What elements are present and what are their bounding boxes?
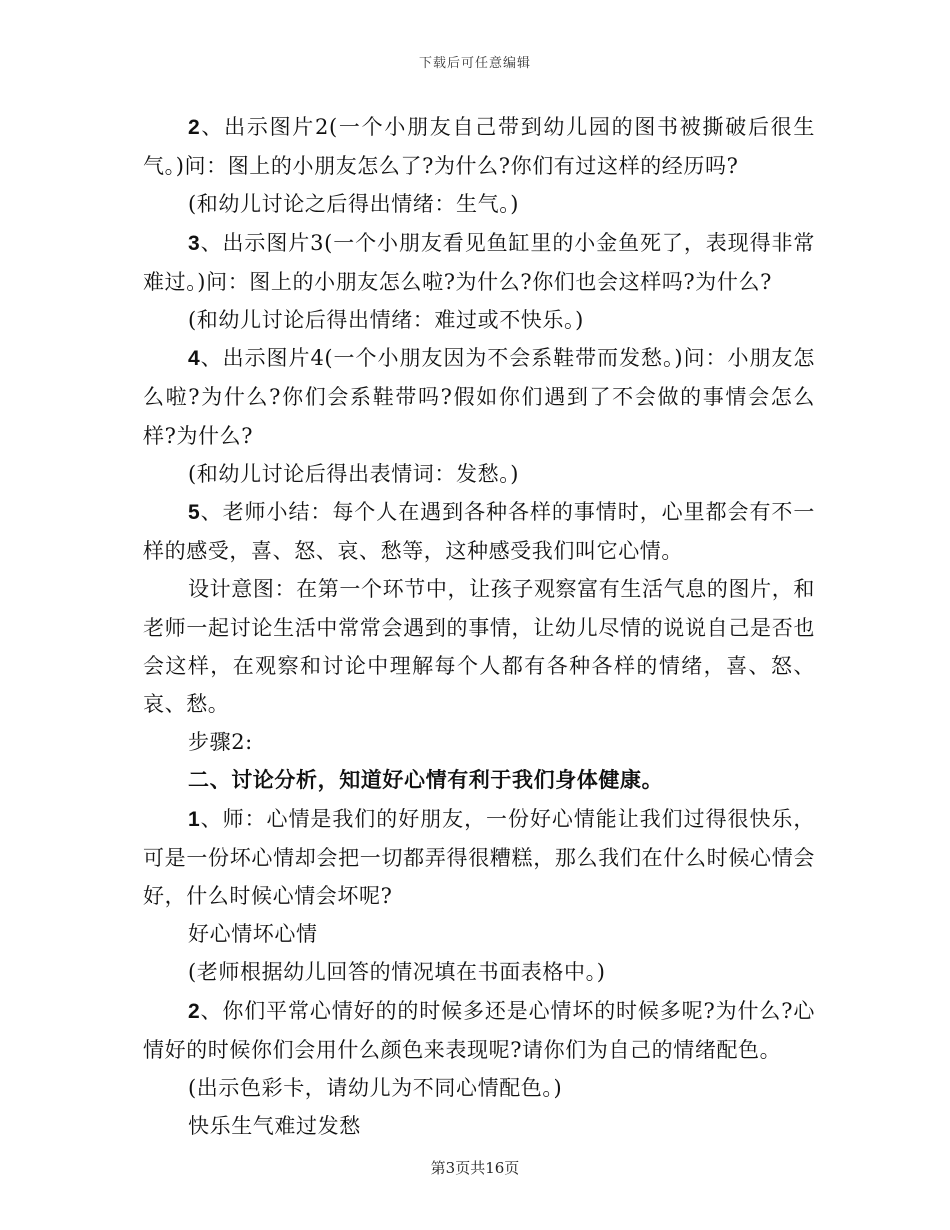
paragraph-text: (和幼儿讨论之后得出情绪：生气。)	[188, 192, 520, 217]
paragraph-text: 、老师小结：每个人在遇到各种各样的事情时，心里都会有不一样的感受，喜、怒、哀、愁等，这种感受我们叫它心情。	[143, 500, 815, 564]
paragraph-text: (老师根据幼儿回答的情况填在书面表格中。)	[188, 960, 606, 985]
paragraph-design-intent	[143, 570, 815, 723]
paragraph-text: (出示色彩卡，请幼儿为不同心情配色。)	[188, 1076, 563, 1101]
paragraph-step-2	[143, 108, 815, 185]
paragraph-emotion-labels	[143, 1107, 815, 1145]
section-heading	[143, 761, 815, 799]
paragraph-table-labels	[143, 915, 815, 953]
list-number: 1	[188, 807, 201, 831]
paragraph-step-label	[143, 723, 815, 761]
paragraph-step-2b	[143, 992, 815, 1069]
list-number: 2	[188, 999, 201, 1023]
paragraph-text: 快乐生气难过发愁	[188, 1114, 361, 1139]
paragraph-text: 、你们平常心情好的的时候多还是心情坏的时候多呢?为什么?心情好的时候你们会用什么颜色来表现呢?请你们为自己的情绪配色。	[143, 998, 815, 1062]
paragraph-text: 设计意图：在第一个环节中，让孩子观察富有生活气息的图片，和老师一起讨论生活中常常会遇到的事情，让幼儿尽情的说说自己是否也会这样，在观察和讨论中理解每个人都有各种各样的情绪，喜、怒、哀、愁。	[143, 577, 815, 717]
paragraph-step-1	[143, 800, 815, 916]
paragraph-text: 好心情坏心情	[188, 922, 318, 947]
paragraph-note	[143, 301, 815, 339]
paragraph-text: 、出示图片4(一个小朋友因为不会系鞋带而发愁。)问：小朋友怎么啦?为什么?你们会系鞋带吗?假如你们遇到了不会做的事情会怎么样?为什么?	[143, 346, 815, 448]
document-body	[143, 108, 815, 1145]
paragraph-note	[143, 1069, 815, 1107]
page-footer: 第3页共16页	[430, 1159, 520, 1177]
paragraph-note	[143, 185, 815, 223]
list-number: 4	[188, 347, 201, 371]
paragraph-step-4	[143, 339, 815, 455]
paragraph-note	[143, 953, 815, 991]
paragraph-note	[143, 455, 815, 493]
list-number: 2	[188, 116, 201, 139]
paragraph-text: 、出示图片3(一个小朋友看见鱼缸里的小金鱼死了，表现得非常难过。)问：图上的小朋友怎么啦?为什么?你们也会这样吗?为什么?	[143, 230, 815, 294]
paragraph-text: 步骤2:	[188, 730, 253, 755]
paragraph-text: 、出示图片2(一个小朋友自己带到幼儿园的图书被撕破后很生气。)问：图上的小朋友怎么了?为什么?你们有过这样的经历吗?	[143, 115, 815, 179]
paragraph-step-3	[143, 224, 815, 301]
paragraph-text: (和幼儿讨论后得出情绪：难过或不快乐。)	[188, 308, 584, 333]
paragraph-text: (和幼儿讨论后得出表情词：发愁。)	[188, 461, 520, 486]
list-number: 5	[188, 501, 201, 525]
page-header: 下载后可任意编辑	[418, 56, 531, 71]
paragraph-step-5	[143, 493, 815, 570]
list-number: 3	[188, 231, 201, 255]
heading-text: 二、讨论分析，知道好心情有利于我们身体健康。	[188, 767, 664, 793]
paragraph-text: 、师：心情是我们的好朋友，一份好心情能让我们过得很快乐，可是一份坏心情却会把一切都弄得很糟糕，那么我们在什么时候心情会好，什么时候心情会坏呢?	[143, 806, 815, 909]
